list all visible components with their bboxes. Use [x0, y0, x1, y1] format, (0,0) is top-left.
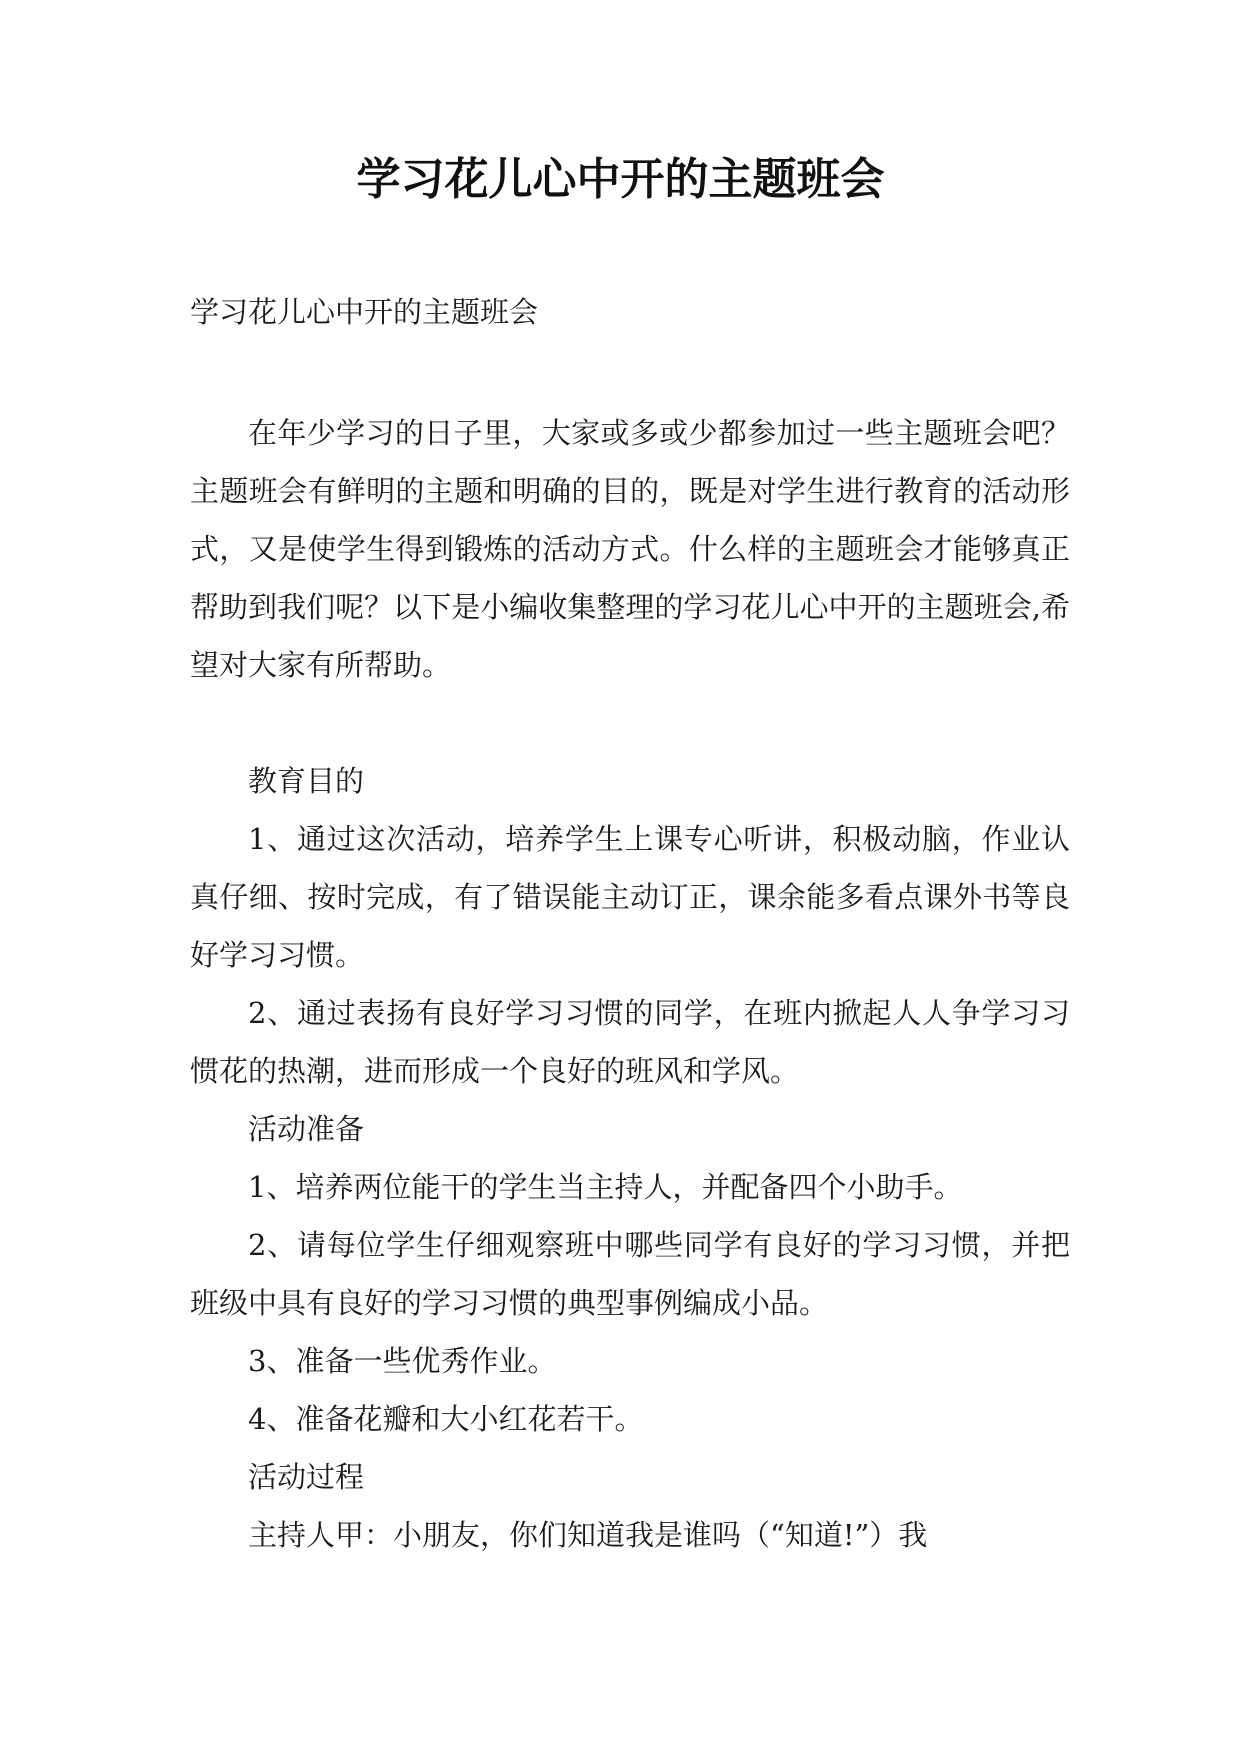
- document-title: 学习花儿心中开的主题班会: [356, 154, 885, 205]
- preparation-item-4: 4、准备花瓣和大小红花若干。: [248, 1402, 644, 1436]
- goal-item-1: 1、通过这次活动，培养学生上课专心听讲，积极动脑，作业认真仔细、按时完成，有了错误能主动订正，课余能多看点课外书等良好学习习惯。: [190, 822, 1070, 972]
- preparation-item-2: 2、请每位学生仔细观察班中哪些同学有良好的学习习惯，并把班级中具有良好的学习习惯的典型事例编成小品。: [190, 1228, 1070, 1320]
- section-heading-goals: 教育目的: [248, 764, 365, 798]
- section-heading-process: 活动过程: [248, 1460, 365, 1494]
- process-paragraph-1: 主持人甲：小朋友，你们知道我是谁吗（“知道!”）我: [248, 1518, 928, 1552]
- preparation-item-3: 3、准备一些优秀作业。: [248, 1344, 557, 1378]
- preparation-item-1: 1、培养两位能干的学生当主持人，并配备四个小助手。: [248, 1170, 963, 1204]
- section-heading-preparation: 活动准备: [248, 1112, 365, 1146]
- intro-paragraph: 在年少学习的日子里，大家或多或少都参加过一些主题班会吧？主题班会有鲜明的主题和明确的目的，既是对学生进行教育的活动形式，又是使学生得到锻炼的活动方式。什么样的主题班会才能够真正帮助到我们呢？以下是小编收集整理的学习花儿心中开的主题班会,希望对大家有所帮助。: [190, 416, 1070, 682]
- document-subtitle: 学习花儿心中开的主题班会: [190, 295, 539, 329]
- document-body: [190, 404, 1070, 1564]
- goal-item-2: 2、通过表扬有良好学习习惯的同学，在班内掀起人人争学习习惯花的热潮，进而形成一个良好的班风和学风。: [190, 996, 1070, 1088]
